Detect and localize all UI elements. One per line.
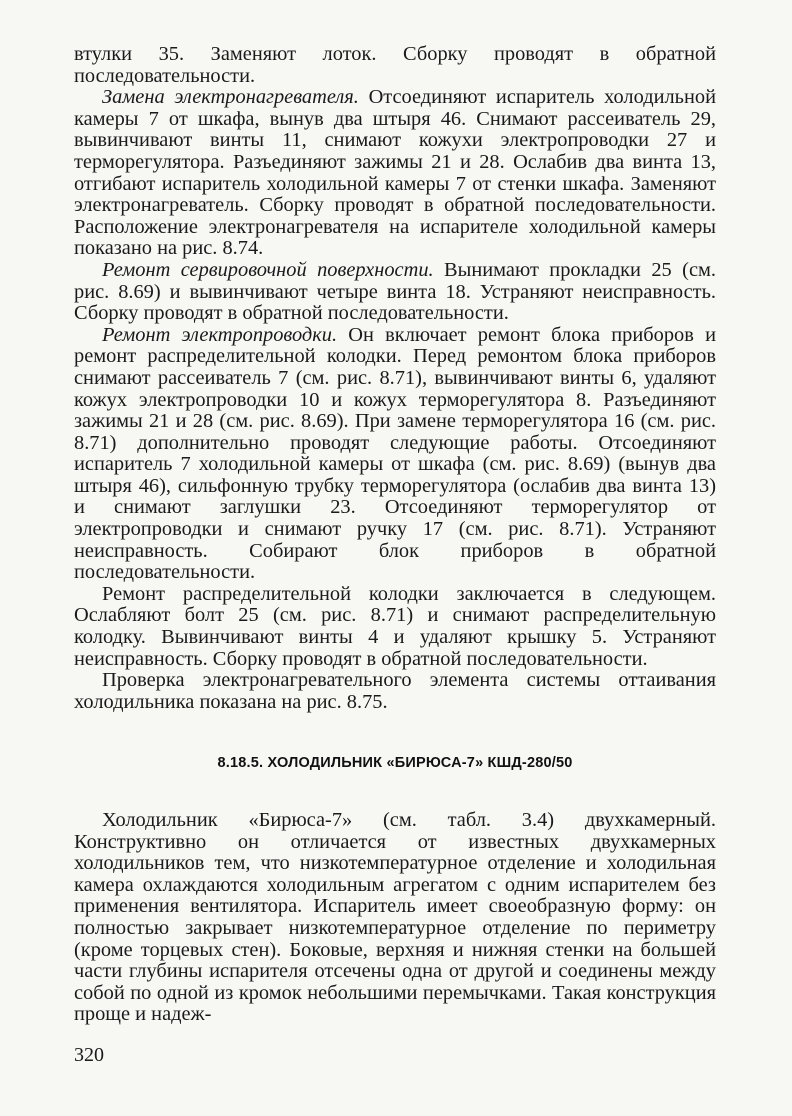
paragraph-continuation: втулки 35. Заменяют лоток. Сборку проводят в обратной последовательности.	[74, 43, 716, 87]
section-heading: 8.18.5. ХОЛОДИЛЬНИК «БИРЮСА-7» КШД-280/50	[217, 755, 573, 772]
paragraph-biryusa-intro: Холодильник «Бирюса-7» (см. табл. 3.4) двухкамерный. Конструктивно он отличается от известных двухкамерных холодильников тем, что низкотемпературное отделение и холодильная камера охлаждаются холодильным агрегатом с одним испарителем без применения вентилятора. Испаритель имеет своеобразную форму: он полностью закрывает низкотемпературное отделение по периметру (кроме торцевых стен). Боковые, верхняя и нижняя стенки на большей части глубины испарителя отсечены одна от другой и соединены между собой по одной из кромок небольшими перемычками. Такая конструкция проще и надеж-	[74, 809, 716, 1026]
paragraph-serving-surface	[74, 260, 716, 325]
paragraph-text: Вынимают прокладки 25 (см. рис. 8.69) и вывинчивают четыре винта 18. Устраняют неисправность. Сборку проводят в обратной последовательности.	[74, 258, 716, 325]
page-text-block	[74, 44, 716, 1026]
paragraph-heater-check: Проверка электронагревательного элемента системы оттаивания холодильника показана на рис. 8.75.	[74, 669, 716, 713]
paragraph-text: Отсоединяют испаритель холодильной камеры 7 от шкафа, вынув два штыря 46. Снимают рассеиватель 29, вывинчивают винты 11, снимают кожухи электропроводки 27 и терморегулятора. Разъединяют зажимы 21 и 28. Ослабив два винта 13, отгибают испаритель холодильной камеры 7 от стенки шкафа. Заменяют электронагреватель. Сборку проводят в обратной последовательности. Расположение электронагревателя на испарителе холодильной камеры показано на рис. 8.74.	[74, 86, 716, 260]
run-in-title: Замена электронагревателя.	[102, 86, 359, 109]
paragraph-distribution-block: Ремонт распределительной колодки заключается в следующем. Ослабляют болт 25 (см. рис. 8.71) и снимают распределительную колодку. Вывинчивают винты 4 и удаляют крышку 5. Устраняют неисправность. Сборку проводят в обратной последовательности.	[74, 582, 716, 670]
paragraph-text: Он включает ремонт блока приборов и ремонт распределительной колодки. Перед ремонтом блока приборов снимают рассеиватель 7 (см. рис. 8.71), вывинчивают винты 6, удаляют кожух электропроводки 10 и кожух терморегулятора 8. Разъединяют зажимы 21 и 28 (см. рис. 8.69). При замене терморегулятора 16 (см. рис. 8.71) дополнительно проводят следующие работы. Отсоединяют испаритель 7 холодильной камеры от шкафа (см. рис. 8.69) (вынув два штыря 46), сильфонную трубку терморегулятора (ослабив два винта 13) и снимают заглушки 23. Отсоединяют терморегулятор от электропроводки и снимают ручку 17 (см. рис. 8.71). Устраняют неисправность. Собирают блок приборов в обратной последовательности.	[74, 323, 717, 584]
run-in-title: Ремонт электропроводки.	[102, 323, 338, 346]
paragraph-wiring-repair	[74, 325, 716, 584]
page-number: 320	[74, 1044, 104, 1066]
paragraph-heater-replacement	[74, 87, 716, 260]
run-in-title: Ремонт сервировочной поверхности.	[102, 258, 434, 281]
